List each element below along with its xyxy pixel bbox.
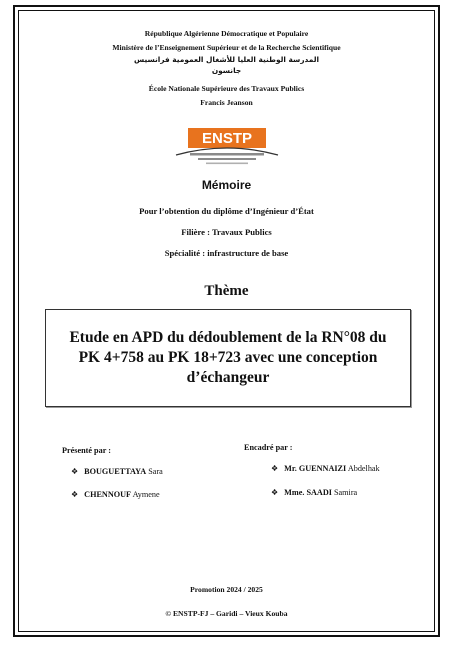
school-arabic-line-1: المدرسة الوطنية العليا للأشغال العمومية فرانسيس: [134, 55, 319, 64]
supervisor-2: [271, 488, 357, 497]
logo-text: ENSTP: [201, 130, 253, 147]
student-1: [71, 467, 163, 476]
enstp-logo-icon: [168, 125, 286, 167]
bullet-icon: ❖: [71, 490, 79, 499]
student-1-last-name: BOUGUETTAYA: [84, 467, 147, 476]
promotion-line: Promotion 2024 / 2025: [190, 585, 263, 594]
student-2: [71, 490, 160, 499]
filiere-line: Filière : Travaux Publics: [181, 227, 272, 237]
thesis-title: Etude en APD du dédoublement de la RN°08 du PK 4+758 au PK 18+723 avec une conception d’échangeur: [69, 329, 387, 386]
supervisor-2-last-name: SAADI: [306, 488, 332, 497]
supervisor-1-last-name: GUENNAIZI: [298, 464, 347, 473]
supervisor-1-title: Mr.: [284, 464, 297, 473]
republic-line: République Algérienne Démocratique et Populaire: [144, 29, 309, 38]
school-arabic-line-2: جانسون: [211, 66, 242, 75]
presented-by-label: Présenté par :: [62, 446, 111, 455]
theme-heading: Thème: [204, 283, 249, 299]
bullet-icon: ❖: [271, 488, 279, 497]
student-2-first-name: Aymene: [132, 490, 160, 499]
supervisor-2-title: Mme.: [284, 488, 305, 497]
school-subname-line: Francis Jeanson: [200, 98, 253, 107]
supervisor-1-first-name: Abdelhak: [347, 464, 380, 473]
logo-stripe-2: [198, 158, 256, 160]
ministry-line: Ministère de l’Enseignement Supérieur et de la Recherche Scientifique: [112, 43, 341, 52]
school-name-line: École Nationale Supérieure des Travaux Publics: [148, 84, 305, 93]
document-type-title: Mémoire: [201, 178, 252, 192]
copyright-line: © ENSTP-FJ – Garidi – Vieux Kouba: [165, 609, 288, 618]
supervised-by-label: Encadré par :: [244, 443, 293, 452]
supervisor-2-first-name: Samira: [333, 488, 358, 497]
diploma-purpose: Pour l’obtention du diplôme d’Ingénieur d’État: [139, 206, 314, 216]
student-1-first-name: Sara: [148, 467, 163, 476]
supervisor-1: [271, 464, 380, 473]
bullet-icon: ❖: [71, 467, 79, 476]
student-2-last-name: CHENNOUF: [84, 490, 132, 499]
specialite-line: Spécialité : infrastructure de base: [164, 248, 289, 258]
thesis-title-box: [45, 309, 411, 407]
logo-stripe-3: [206, 163, 248, 165]
bullet-icon: ❖: [271, 464, 279, 473]
logo-stripe-1: [190, 153, 264, 156]
enstp-logo: [168, 125, 286, 167]
